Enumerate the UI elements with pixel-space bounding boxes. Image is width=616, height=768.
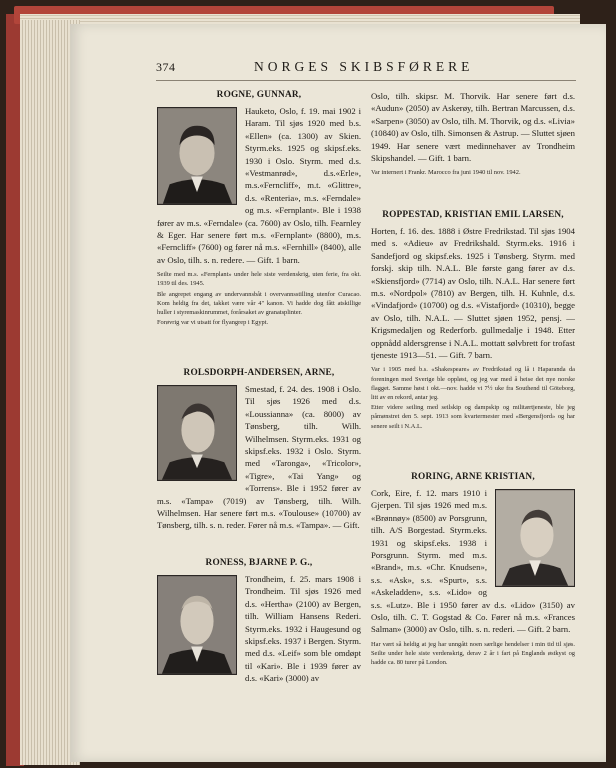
portrait-photo-icon: [157, 385, 237, 481]
page-number: 374: [156, 60, 176, 74]
entry-note: Var internert i Frankr. Marocco fra juni 1940 til nov. 1942.: [371, 169, 521, 177]
entry-rolsdorph-andersen: [157, 368, 361, 532]
entry-roppestad: [371, 210, 575, 431]
entry-note: Ble angrepet engang av undervannsbåt i overvannsstilling utenfor Curacao. Kom heldig fra det, takket være vår 4" kanon. Vi hadde dog fått atskillige huller i styremaskinrummet, forårsaket av granatsplinter.: [157, 290, 361, 317]
entry-name: ROGNE, GUNNAR,: [216, 90, 302, 100]
entry-note: Etter videre seiling med seilskip og dampskip og militærtjeneste, ble jeg påmønstret den 5. sept. 1913 som kvartermester med «Bergensfjord» og har senere seilt i N.A.L.: [371, 404, 575, 430]
entry-body: Trondheim, f. 25. mars 1908 i Trondheim. Til sjøs 1926 med d.s. «Hertha» (2100) av Bergen, tilh. William Hansens Rederi. Styrm.eks. 1932 i Haugesund og skipsf.eks. 1937 i Bergen. Styrm. med d.s. «Leif» som ble omdøpt til «Kari». Ble i 1939 fører av d.s. «Kari» (3000) av: [245, 574, 361, 684]
entry-name: RORING, ARNE KRISTIAN,: [411, 472, 535, 482]
entry-name: RONESS, BJARNE P. G.,: [205, 558, 313, 568]
entry-body: Hauketo, Oslo, f. 19. mai 1902 i Haram. Til sjøs 1920 med b.s. «Ellen» (ca. 1300) av Skien. Styrm.eks. 1925 og skipsf.eks. 1930 i Oslo. Styrm. med d.s. «Vestmanrød», d.s.«Erle», m.s.«Ferncliff», m.t. «Glittre», d.s. «Renteria», m.s. «Ferndale» og m.s. «Fernplant». Ble i 1938 fører av m.s. «Ferndale» (ca. 7600) av Oslo, tilh. Fearnley & Eger. Har senere ført m.s. «Fernplant» (8800), m.s. «Ferncliff» (7600) og fører nå m.s. «Fernhill» (8400), alle av Oslo, tilh. s. n. rederе. — Gift. 1 barn.: [157, 106, 361, 265]
entry-text: [371, 487, 575, 636]
entry-note: Seilte med m.s. «Fernplant» under hele siste verdenskrig, uten ferie, fra okt. 1939 til des. 1945.: [157, 271, 361, 288]
page-header: [156, 60, 576, 80]
running-title: NORGES SKIBSFØRERE: [254, 59, 474, 74]
entry-name: ROPPESTAD, KRISTIAN EMIL LARSEN,: [382, 210, 564, 220]
portrait-icon: [158, 108, 236, 204]
entry-text: [157, 383, 361, 532]
entry-note: Har vært så heldig at jeg har unngått noen særlige hendelser i min tid til sjøs. Seilte under hele siste verdenskrig, derav 2 år i fart på Englands østkyst og hadde ca. 80 turer på London.: [371, 640, 575, 667]
entry-roness: [157, 558, 361, 685]
entry-body: Smestad, f. 24. des. 1908 i Oslo. Til sjøs 1926 med d.s. «Loussianna» (ca. 8000) av Tønsberg, tilh. Wilh. Wilhelmsen. Styrm.eks. 1931 og skipsf.eks. 1932 i Oslo. Styrm. med «Taronga», «Tricolor», «Tigre», «Tai Yang» og «Torrens». Ble i 1952 fører av m.s. «Tampa» (7019) av Tønsberg, tilh. Wilh. Wilhelmsen. Har senere ført m.s. «Toulouse» (10700) av Tønsberg, tilh. s. n. reder. Fører nå m.s. «Tampa». — Gift.: [157, 384, 361, 531]
portrait-icon: [158, 576, 236, 674]
entry-note: Forøvrig var vi utsatt for flyangrep i Egypt.: [157, 319, 269, 327]
entry-name: ROLSDORPH-ANDERSEN, ARNE,: [183, 368, 335, 378]
portrait-photo-icon: [157, 107, 237, 205]
header-rule: [156, 80, 576, 81]
portrait-icon: [158, 386, 236, 480]
entry-text: [157, 573, 361, 685]
entry-text: [157, 105, 361, 266]
entry-text: Horten, f. 16. des. 1888 i Østre Fredrikstad. Til sjøs 1904 med s. «Adieu» av Fredrikshald. Styrm.eks. 1916 i Sandefjord og skipsf.eks. 1925 i Tønsberg. Styrm. med forskj. skip tilh. N.A.L. Ble første gang fører av d.s. «Skiensfjord» (7714) av Oslo, tilh. N.A.L. Har senere ført m.s. «Nordpol» (7810) av Bergen, tilh. H. Kuhnle, d.s. «Vindafjord» (10700) og d.s. «Vistafjord» (10310), begge av Oslo, tilh. N.A.L. — Sluttet sjøen 1952, pensj. — Krigsmedaljen og Rederforb. gullmedalje i 1948. Etter oppnådd aldersgrense i N.A.L. mottatt sølvbrett for trofast tjeneste 1913—51. — Gift. 7 barn.: [371, 226, 575, 361]
entry-roness-continued: [371, 90, 575, 178]
entry-text: Oslo, tilh. skipsr. M. Thorvik. Har senere ført d.s. «Audun» (2050) av Askerøy, tilh. Bertran Marcussen, d.s. «Sarpen» (3050) av Oslo, tilh. M. Thorvik, og d.s. «Livia» (10840) av Oslo, tilh. Simonsen & Astrup. — Sluttet sjøen 1949. Har senere vært medinnehaver av Trondheim Skipshandel. — Gift. 1 barn.: [371, 91, 575, 164]
portrait-photo-icon: [495, 489, 575, 587]
entry-roring: [371, 472, 575, 667]
entry-rogne: [157, 90, 361, 328]
entry-note: Var i 1905 med b.s. «Shakespeare» av Fredrikstad og lå i Haparanda da foreningen med Sverige ble oppløst, og jeg var med å heise det nye norske flagget. Samme høst i okt.—nov. hadde vi 7½ uke fra Southend til Göteborg, litt av en rekord, antar jeg.: [371, 366, 575, 402]
portrait-photo-icon: [157, 575, 237, 675]
entry-body: Cork, Eire, f. 12. mars 1910 i Gjerpen. Til sjøs 1926 med m.s. «Brønnøy» (8500) av Porsgrunn, tilh. A/S Borgestad. Styrm.eks. 1931 og skipsf.eks. 1938 i Porsgrunn. Styrm. med m.s. «Brand», m.s. «Chr. Knudsen», s.s. «Ask», s.s. «Spurt», s.s. «Askeladden», s.s. «Lido» og s.s. «Lutz». Ble i 1950 fører av d.s. «Lido» (3150) av Oslo, tilh. C. T. Gogstad & Co. Fører nå m.s. «Frances Salman» (3000) av Oslo, tilh. s. n. rederi. — Gift. 2 barn.: [371, 488, 575, 635]
portrait-icon: [496, 490, 574, 586]
